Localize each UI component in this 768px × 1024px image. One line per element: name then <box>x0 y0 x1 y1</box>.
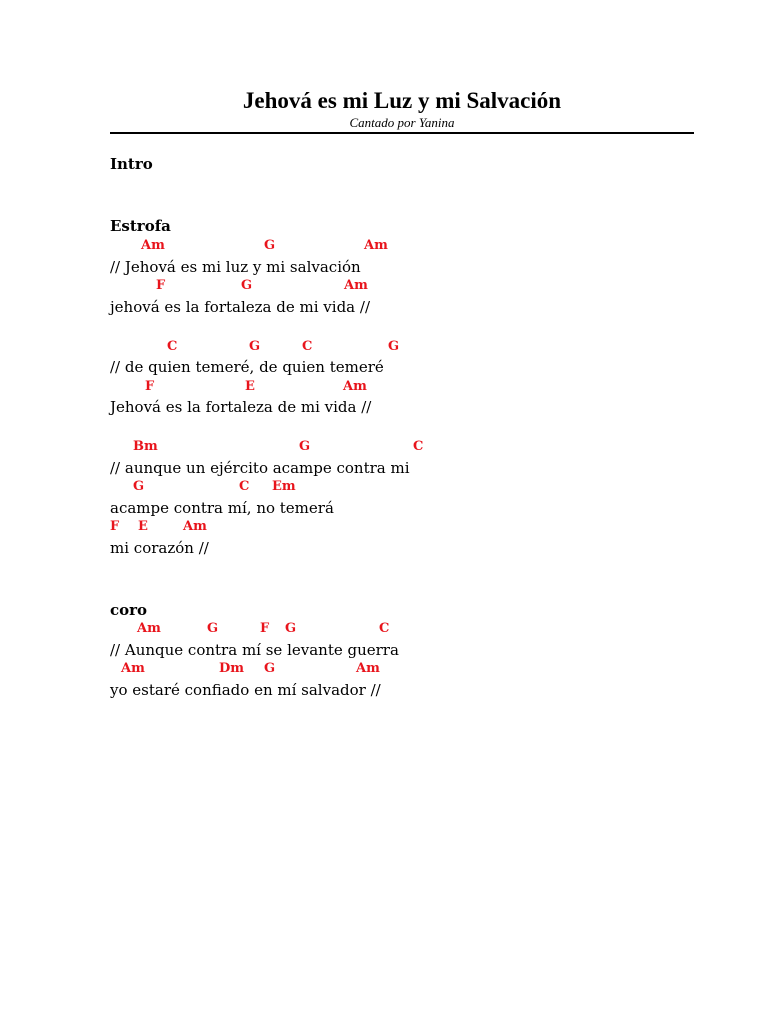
lyric-line: acampe contra mí, no temerá <box>110 499 334 517</box>
chord: Am <box>364 238 388 253</box>
chord: G <box>133 479 145 494</box>
lyric-line: mi corazón // <box>110 539 209 557</box>
chord: F <box>156 278 166 293</box>
lyric-line: // de quien temeré, de quien temeré <box>110 358 384 376</box>
chord: Em <box>272 479 296 494</box>
chord: F <box>110 519 120 534</box>
section-heading-intro: Intro <box>110 155 153 173</box>
chord: Am <box>183 519 207 534</box>
lyric-line: // Aunque contra mí se levante guerra <box>110 641 399 659</box>
section-heading-estrofa: Estrofa <box>110 217 171 235</box>
chord: G <box>388 339 400 354</box>
chord: Am <box>141 238 165 253</box>
section-heading-coro: coro <box>110 601 148 619</box>
lyric-line: // Jehová es mi luz y mi salvación <box>110 258 361 276</box>
chord: Am <box>344 278 368 293</box>
chord: Am <box>356 661 380 676</box>
chord: G <box>285 621 297 636</box>
chord: Dm <box>219 661 245 676</box>
lyric-line: Jehová es la fortaleza de mi vida // <box>110 398 372 416</box>
title-divider <box>110 132 694 134</box>
chord: C <box>239 479 250 494</box>
lyric-line: jehová es la fortaleza de mi vida // <box>110 298 370 316</box>
chord: E <box>138 519 148 534</box>
chord: Am <box>137 621 161 636</box>
chord: C <box>379 621 390 636</box>
chord: G <box>207 621 219 636</box>
chord: C <box>413 439 424 454</box>
chord: Am <box>343 379 367 394</box>
song-subtitle: Cantado por Yanina <box>349 115 455 130</box>
chord: G <box>264 661 276 676</box>
chord: G <box>241 278 253 293</box>
chord: G <box>264 238 276 253</box>
chord: Am <box>121 661 145 676</box>
chord: C <box>302 339 313 354</box>
lyric-line: yo estaré confiado en mí salvador // <box>110 681 381 699</box>
song-title: Jehová es mi Luz y mi Salvación <box>242 88 562 113</box>
chord: F <box>260 621 270 636</box>
chord: G <box>299 439 311 454</box>
chord: Bm <box>133 439 158 454</box>
chord: E <box>245 379 255 394</box>
lyric-line: // aunque un ejército acampe contra mi <box>110 459 410 477</box>
chord: G <box>249 339 261 354</box>
chord: F <box>145 379 155 394</box>
chord: C <box>167 339 178 354</box>
